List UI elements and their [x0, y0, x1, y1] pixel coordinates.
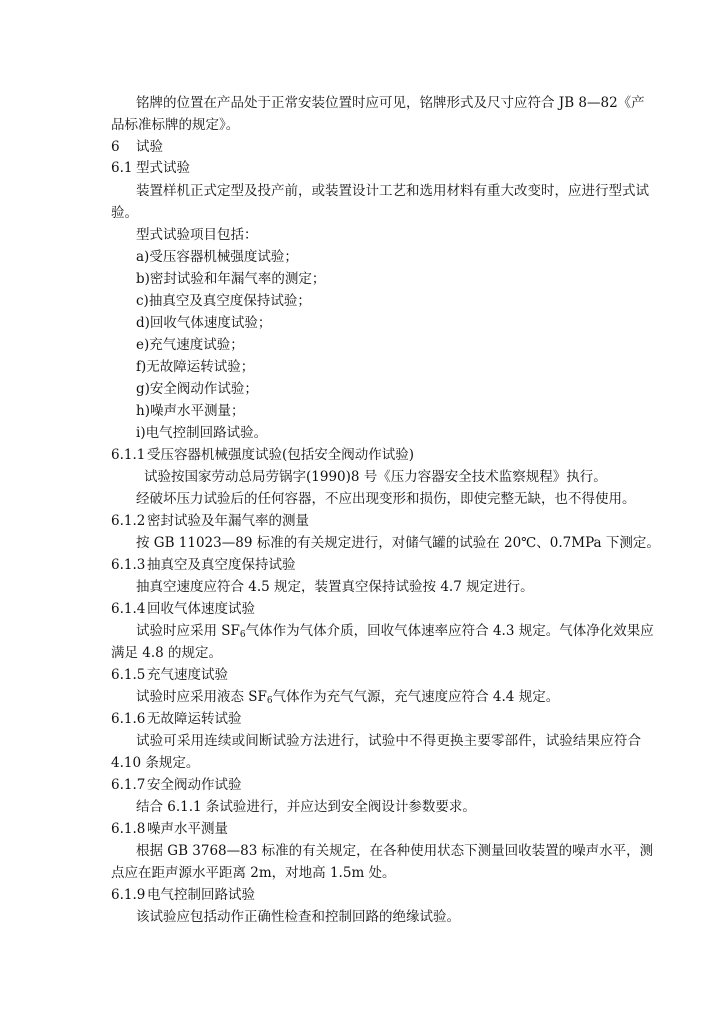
paragraph-line: 装置样机正式定型及投产前，或装置设计工艺和选用材料有重大改变时，应进行型式试	[136, 183, 649, 199]
subscript: 6	[266, 696, 273, 706]
section-heading	[111, 711, 724, 727]
paragraph-line: 型式试验项目包括：	[136, 227, 258, 243]
section-title: 电气控制回路试验	[147, 887, 255, 903]
section-heading	[111, 601, 724, 617]
paragraph-line: 按 GB 11023—89 标准的有关规定进行，对储气罐的试验在 20℃、0.7MPa 下测定。	[136, 535, 660, 551]
list-item: b)密封试验和年漏气率的测定；	[136, 271, 326, 287]
paragraph-line: 根据 GB 3768—83 标准的有关规定，在各种使用状态下测量回收装置的噪声水平，测	[136, 843, 654, 859]
list-item: g)安全阀动作试验；	[136, 381, 258, 397]
section-title: 抽真空及真空度保持试验	[147, 557, 296, 573]
section-heading	[111, 139, 724, 155]
paragraph-line: 满足 4.8 的规定。	[111, 645, 223, 661]
list-item: f)无故障运转试验；	[136, 359, 255, 375]
section-title: 密封试验及年漏气率的测量	[147, 513, 309, 529]
section-number: 6.1	[111, 160, 133, 176]
list-item: a)受压容器机械强度试验；	[136, 249, 298, 265]
section-heading	[111, 160, 724, 176]
text-run: 试验时应采用 SF	[136, 623, 240, 639]
section-heading	[111, 557, 724, 573]
list-item: c)抽真空及真空度保持试验；	[136, 293, 311, 309]
section-number: 6.1.2	[111, 513, 146, 529]
section-heading	[111, 447, 724, 463]
section-heading	[111, 821, 724, 837]
section-number: 6.1.4	[111, 601, 146, 617]
paragraph-line: 结合 6.1.1 条试验进行，并应达到安全阀设计参数要求。	[136, 799, 476, 815]
paragraph-line: 试验按国家劳动总局劳锅字(1990)8 号《压力容器安全技术监察规程》执行。	[144, 469, 607, 485]
section-number: 6.1.7	[111, 777, 146, 793]
section-number: 6.1.5	[111, 667, 146, 683]
section-title: 受压容器机械强度试验(包括安全阀动作试验)	[147, 447, 415, 463]
paragraph-line: 点应在距声源水平距离 2m，对地高 1.5m 处。	[111, 865, 396, 881]
list-item: h)噪声水平测量；	[136, 403, 245, 419]
section-heading	[111, 667, 724, 683]
paragraph-line: 品标准标牌的规定》。	[111, 117, 240, 133]
section-heading	[111, 513, 724, 529]
section-number: 6.1.9	[111, 887, 146, 903]
section-title: 噪声水平测量	[147, 821, 228, 837]
paragraph-line: 经破坏压力试验后的任何容器，不应出现变形和损伤，即使完整无缺，也不得使用。	[136, 491, 636, 507]
text-run: 气体作为充气气源，充气速度应符合 4.4 规定。	[272, 689, 560, 705]
section-number: 6.1.1	[111, 447, 146, 463]
section-number: 6.1.3	[111, 557, 146, 573]
section-number: 6.1.6	[111, 711, 146, 727]
text-run: 气体作为气体介质，回收气体速率应符合 4.3 规定。气体净化效果应	[245, 623, 654, 639]
paragraph-line: 抽真空速度应符合 4.5 规定，装置真空保持试验按 4.7 规定进行。	[136, 579, 534, 595]
section-title: 型式试验	[136, 160, 190, 176]
section-title: 无故障运转试验	[147, 711, 242, 727]
section-title: 试验	[136, 139, 163, 155]
section-heading	[111, 887, 724, 903]
paragraph-line	[136, 689, 724, 705]
section-title: 安全阀动作试验	[147, 777, 242, 793]
section-heading	[111, 777, 724, 793]
paragraph-line: 铭牌的位置在产品处于正常安装位置时应可见，铭牌形式及尺寸应符合 JB 8—82《产	[136, 95, 645, 111]
list-item: e)充气速度试验；	[136, 337, 244, 353]
subscript: 6	[239, 630, 246, 640]
section-number: 6.1.8	[111, 821, 146, 837]
section-title: 充气速度试验	[147, 667, 228, 683]
paragraph-line: 试验可采用连续或间断试验方法进行，试验中不得更换主要零部件，试验结果应符合	[136, 733, 641, 749]
paragraph-line: 4.10 条规定。	[111, 755, 200, 771]
section-title: 回收气体速度试验	[147, 601, 255, 617]
paragraph-line	[136, 623, 654, 640]
paragraph-line: 验。	[111, 205, 138, 221]
list-item: d)回收气体速度试验；	[136, 315, 272, 331]
paragraph-line: 该试验应包括动作正确性检查和控制回路的绝缘试验。	[136, 909, 460, 925]
text-run: 试验时应采用液态 SF	[136, 689, 267, 705]
list-item: i)电气控制回路试验。	[136, 425, 268, 441]
section-number: 6	[111, 139, 120, 155]
